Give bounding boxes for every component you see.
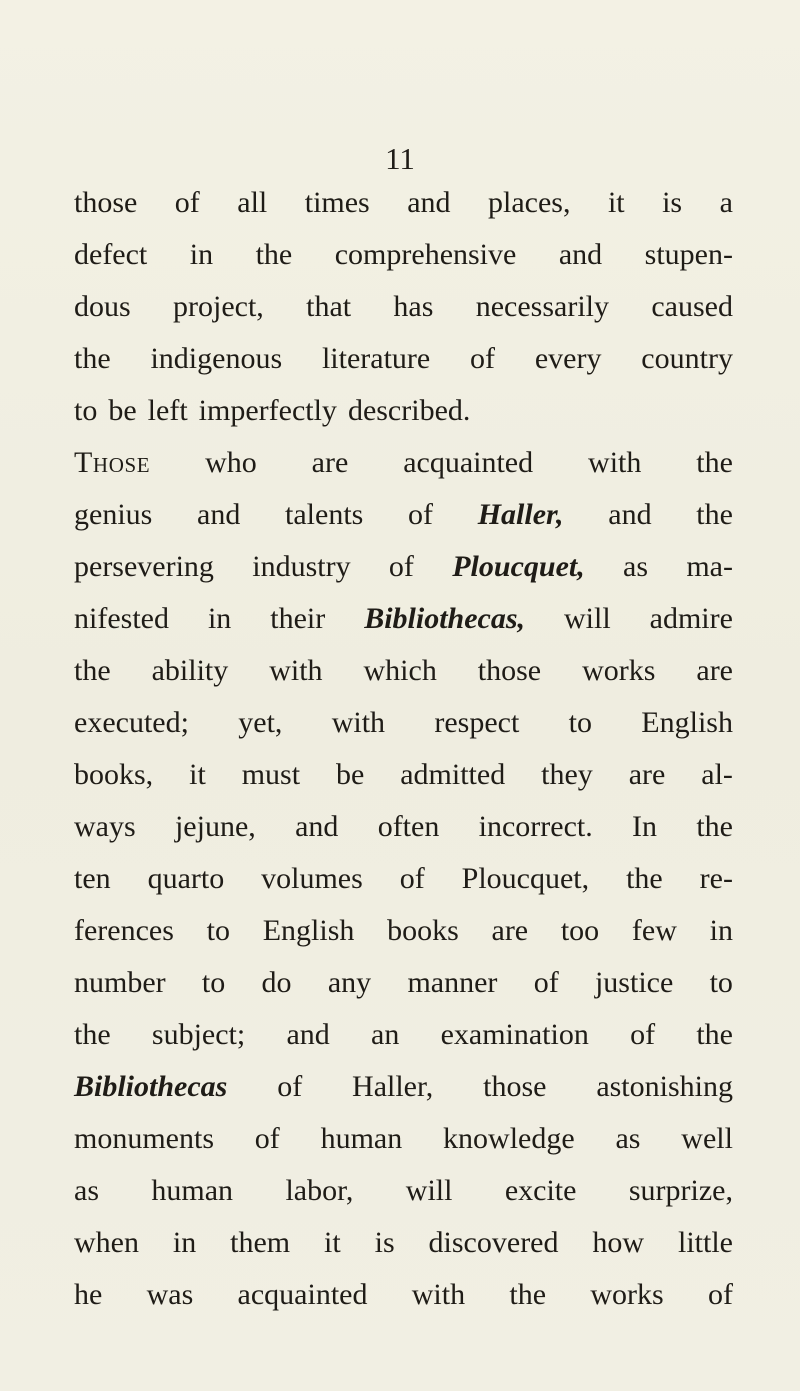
word: Bibliothecas, (364, 602, 526, 635)
word: acquainted (403, 446, 534, 479)
word: in (207, 602, 232, 635)
word: subject; (151, 1018, 246, 1051)
word: them (230, 1226, 291, 1259)
text-line (74, 489, 733, 541)
text-line (74, 1061, 733, 1113)
text-line (74, 1165, 733, 1217)
word: industry (252, 550, 351, 583)
word: are (311, 446, 349, 479)
word: talents (285, 498, 364, 531)
word: and (286, 1018, 330, 1051)
word: discovered (428, 1226, 559, 1259)
word: was (146, 1278, 194, 1311)
word: excite (504, 1174, 577, 1207)
word: few (631, 914, 677, 947)
word: described. (347, 394, 471, 427)
word: the (74, 654, 111, 687)
word: must (241, 758, 301, 791)
text-line (74, 385, 733, 437)
word: Ploucquet, (461, 862, 590, 895)
text-line (74, 1009, 733, 1061)
word: manner (407, 966, 498, 999)
word: those (483, 1070, 547, 1103)
text-line (74, 281, 733, 333)
word: it (607, 186, 625, 219)
word: examination (440, 1018, 589, 1051)
text-line (74, 229, 733, 281)
word: in (709, 914, 733, 947)
word: Haller, (477, 498, 564, 531)
text-line (74, 541, 733, 593)
word: will (564, 602, 611, 635)
word: Those (74, 446, 151, 479)
text-line (74, 333, 733, 385)
word: the (696, 1018, 733, 1051)
word: with (269, 654, 323, 687)
word: the (626, 862, 663, 895)
word: of (388, 550, 414, 583)
word: their (270, 602, 326, 635)
word: Haller, (352, 1070, 434, 1103)
word: ability (151, 654, 229, 687)
word: caused (651, 290, 733, 323)
word: the (509, 1278, 547, 1311)
word: the (696, 498, 733, 531)
word: dous (74, 290, 131, 323)
word: when (74, 1226, 139, 1259)
word: be (335, 758, 365, 791)
word: will (405, 1174, 453, 1207)
word: a (719, 186, 733, 219)
word: necessarily (475, 290, 610, 323)
word: nifested (74, 602, 169, 635)
word: of (533, 966, 559, 999)
text-line (74, 1217, 733, 1269)
word: is (374, 1226, 395, 1259)
word: works (590, 1278, 664, 1311)
word: yet, (238, 706, 283, 739)
word: admitted (400, 758, 506, 791)
word: genius (74, 498, 153, 531)
page-number: 11 (385, 141, 415, 176)
word: astonishing (596, 1070, 733, 1103)
word: indigenous (150, 342, 283, 375)
word: of (254, 1122, 280, 1155)
word: are (696, 654, 733, 687)
word: human (320, 1122, 403, 1155)
word: too (560, 914, 600, 947)
word: to (201, 966, 226, 999)
word: as (623, 550, 649, 583)
word: literature (321, 342, 431, 375)
text-line (74, 853, 733, 905)
word: is (662, 186, 683, 219)
word: of (277, 1070, 303, 1103)
word: to (709, 966, 733, 999)
word: any (327, 966, 372, 999)
word: those (477, 654, 542, 687)
word: with (331, 706, 386, 739)
word: as (74, 1174, 99, 1207)
word: of (707, 1278, 733, 1311)
word: human (151, 1174, 234, 1207)
word: which (363, 654, 437, 687)
text-line (74, 437, 733, 489)
word: left (147, 394, 188, 427)
paragraph-1 (74, 177, 733, 437)
word: to (206, 914, 230, 947)
word: that (306, 290, 352, 323)
word: ways (74, 810, 136, 843)
word: executed; (74, 706, 189, 739)
word: number (74, 966, 166, 999)
word: often (377, 810, 440, 843)
word: project, (173, 290, 264, 323)
word: ma- (686, 550, 733, 583)
word: those (74, 186, 138, 219)
text-line (74, 593, 733, 645)
word: an (371, 1018, 400, 1051)
word: who (205, 446, 257, 479)
word: of (408, 498, 434, 531)
word: comprehensive (334, 238, 517, 271)
text-line (74, 905, 733, 957)
word: well (681, 1122, 733, 1155)
word: are (628, 758, 666, 791)
text-line (74, 801, 733, 853)
word: volumes (261, 862, 363, 895)
text-line (74, 1113, 733, 1165)
word: do (261, 966, 292, 999)
word: incorrect. (478, 810, 593, 843)
word: has (393, 290, 434, 323)
word: in (189, 238, 214, 271)
word: as (615, 1122, 641, 1155)
word: and (197, 498, 241, 531)
word: English (641, 706, 733, 739)
word: ten (74, 862, 111, 895)
word: are (491, 914, 529, 947)
word: surprize, (628, 1174, 733, 1207)
text-line (74, 749, 733, 801)
word: Bibliothecas (74, 1070, 228, 1103)
word: every (534, 342, 602, 375)
paragraph-2 (74, 437, 733, 1321)
word: works (582, 654, 656, 687)
word: labor, (285, 1174, 354, 1207)
word: be (108, 394, 137, 427)
word: re- (699, 862, 733, 895)
word: books (387, 914, 459, 947)
word: of (470, 342, 496, 375)
word: persevering (74, 550, 214, 583)
word: jejune, (174, 810, 256, 843)
word: In (632, 810, 658, 843)
word: stupen- (644, 238, 733, 271)
word: in (172, 1226, 197, 1259)
text-line (74, 957, 733, 1009)
word: books, (74, 758, 154, 791)
word: country (641, 342, 733, 375)
word: the (74, 342, 111, 375)
word: they (541, 758, 593, 791)
word: it (189, 758, 206, 791)
word: English (262, 914, 355, 947)
word: of (174, 186, 200, 219)
word: of (399, 862, 425, 895)
word: the (74, 1018, 111, 1051)
word: it (324, 1226, 341, 1259)
text-line (74, 697, 733, 749)
word: little (677, 1226, 733, 1259)
word: places, (488, 186, 571, 219)
word: and (558, 238, 603, 271)
word: to (74, 394, 98, 427)
word: and (407, 186, 451, 219)
word: ferences (74, 914, 174, 947)
word: acquainted (237, 1278, 368, 1311)
word: how (592, 1226, 645, 1259)
word: Ploucquet, (452, 550, 585, 583)
word: and (295, 810, 339, 843)
word: monuments (74, 1122, 214, 1155)
text-line (74, 645, 733, 697)
word: and (608, 498, 652, 531)
word: to (568, 706, 592, 739)
word: imperfectly (198, 394, 337, 427)
word: times (304, 186, 370, 219)
word: of (630, 1018, 656, 1051)
word: respect (434, 706, 520, 739)
word: with (588, 446, 642, 479)
word: all (237, 186, 268, 219)
word: admire (649, 602, 733, 635)
word: defect (74, 238, 148, 271)
word: the (696, 810, 733, 843)
word: quarto (147, 862, 225, 895)
word: the (255, 238, 293, 271)
word: the (696, 446, 733, 479)
text-line (74, 177, 733, 229)
word: knowledge (443, 1122, 575, 1155)
word: he (74, 1278, 103, 1311)
text-line (74, 1269, 733, 1321)
word: al- (701, 758, 733, 791)
word: justice (594, 966, 674, 999)
word: with (411, 1278, 466, 1311)
